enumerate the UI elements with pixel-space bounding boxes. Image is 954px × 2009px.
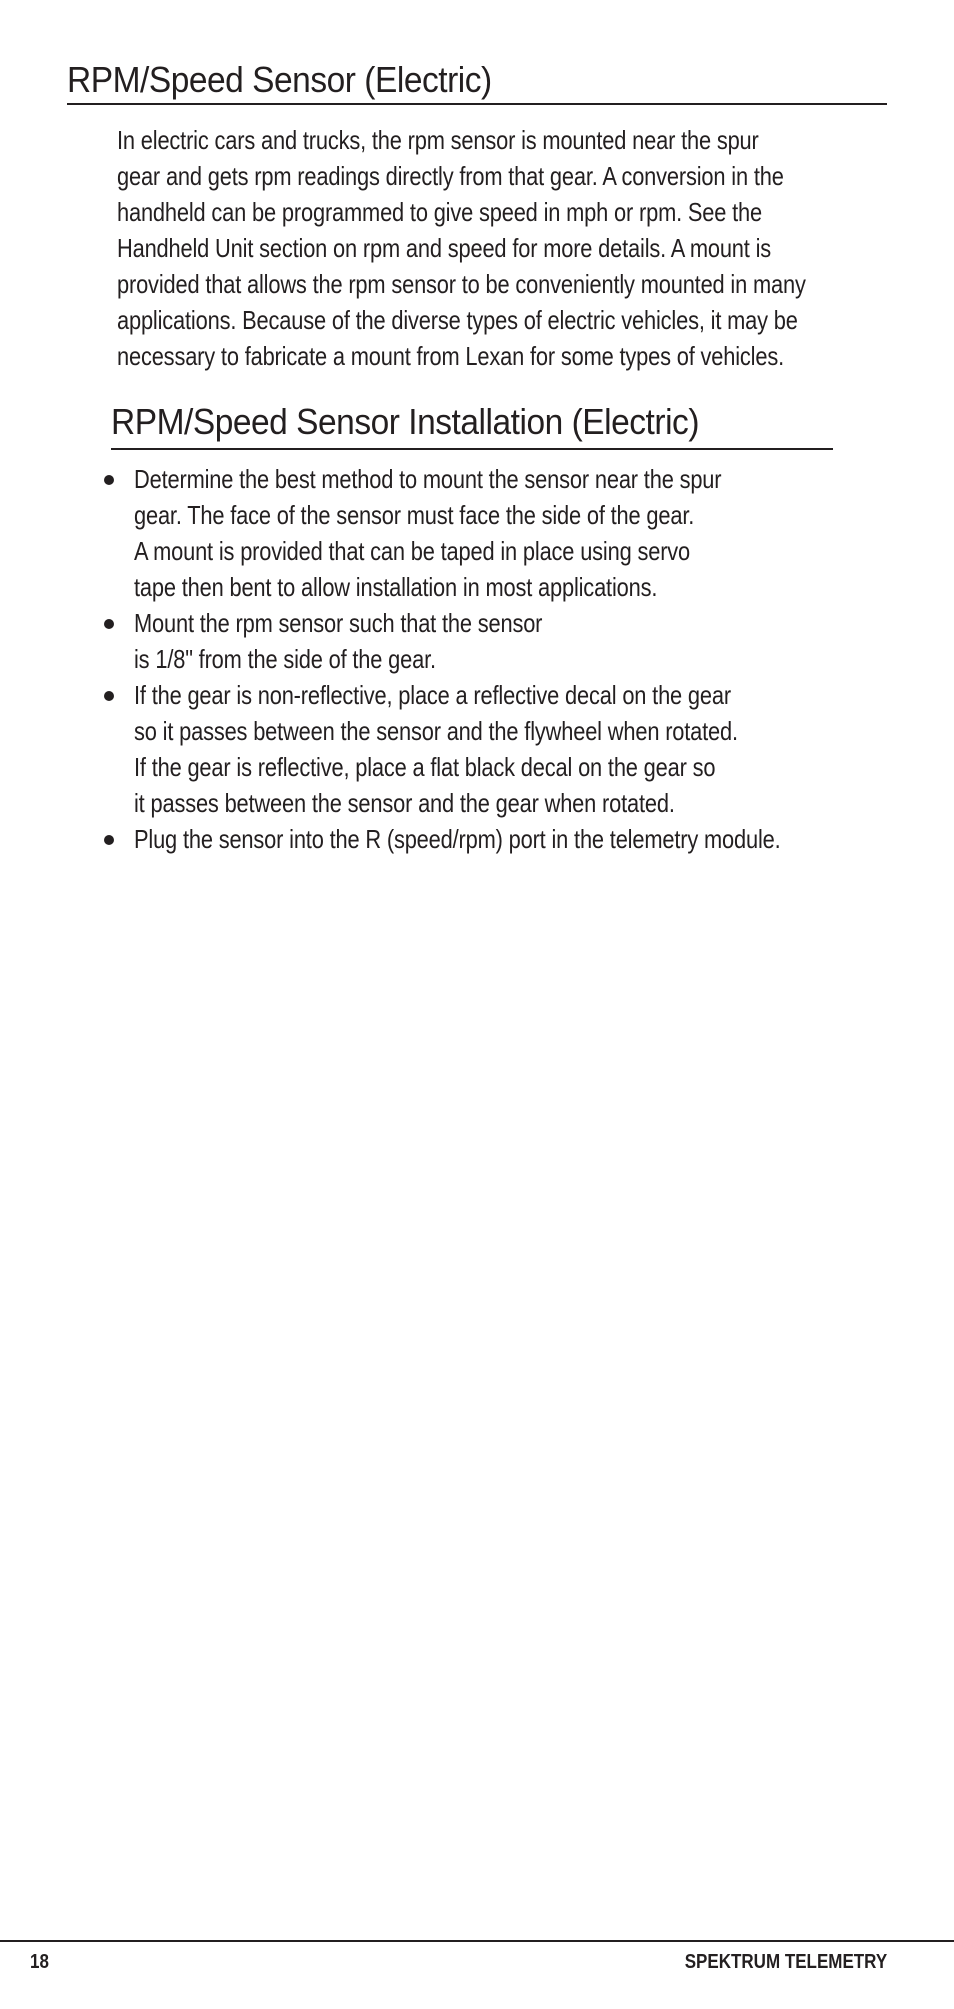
- intro-line: necessary to fabricate a mount from Lexan for some types of vehicles.: [117, 341, 784, 371]
- section-heading-rule: [67, 103, 887, 105]
- intro-line: gear and gets rpm readings directly from that gear. A conversion in the: [117, 161, 784, 191]
- list-item-line: it passes between the sensor and the gear when rotated.: [134, 788, 675, 818]
- list-item-line: tape then bent to allow installation in most applications.: [134, 572, 658, 602]
- installation-heading: RPM/Speed Sensor Installation (Electric): [111, 401, 700, 442]
- list-item-line: gear. The face of the sensor must face the side of the gear.: [134, 500, 695, 530]
- intro-line: provided that allows the rpm sensor to be conveniently mounted in many: [117, 269, 806, 299]
- list-item-line: Plug the sensor into the R (speed/rpm) port in the telemetry module.: [134, 824, 781, 854]
- footer-title: SPEKTRUM TELEMETRY: [684, 1951, 887, 1973]
- list-item: [100, 821, 900, 857]
- list-item: [100, 605, 900, 677]
- list-item: [100, 677, 900, 821]
- footer-rule: [0, 1940, 954, 1942]
- list-item-line: If the gear is reflective, place a flat black decal on the gear so: [134, 752, 716, 782]
- bullet-icon: [104, 475, 114, 485]
- list-item-line: so it passes between the sensor and the flywheel when rotated.: [134, 716, 738, 746]
- bullet-icon: [104, 835, 114, 845]
- page-number: 18: [30, 1951, 49, 1973]
- intro-line: Handheld Unit section on rpm and speed for more details. A mount is: [117, 233, 772, 263]
- bullet-icon: [104, 619, 114, 629]
- list-item-line: If the gear is non-reflective, place a reflective decal on the gear: [134, 680, 731, 710]
- section-heading: RPM/Speed Sensor (Electric): [67, 59, 492, 100]
- intro-line: applications. Because of the diverse types of electric vehicles, it may be: [117, 305, 798, 335]
- list-item: [100, 461, 900, 605]
- list-item-line: A mount is provided that can be taped in place using servo: [134, 536, 691, 566]
- list-item-line: Mount the rpm sensor such that the sensor: [134, 608, 543, 638]
- intro-line: handheld can be programmed to give speed in mph or rpm. See the: [117, 197, 763, 227]
- installation-steps-list: [100, 461, 900, 857]
- bullet-icon: [104, 691, 114, 701]
- list-item-line: Determine the best method to mount the sensor near the spur: [134, 464, 722, 494]
- intro-line: In electric cars and trucks, the rpm sensor is mounted near the spur: [117, 125, 759, 155]
- list-item-line: is 1/8" from the side of the gear.: [134, 644, 436, 674]
- intro-paragraph: [117, 122, 877, 374]
- installation-heading-rule: [111, 448, 833, 450]
